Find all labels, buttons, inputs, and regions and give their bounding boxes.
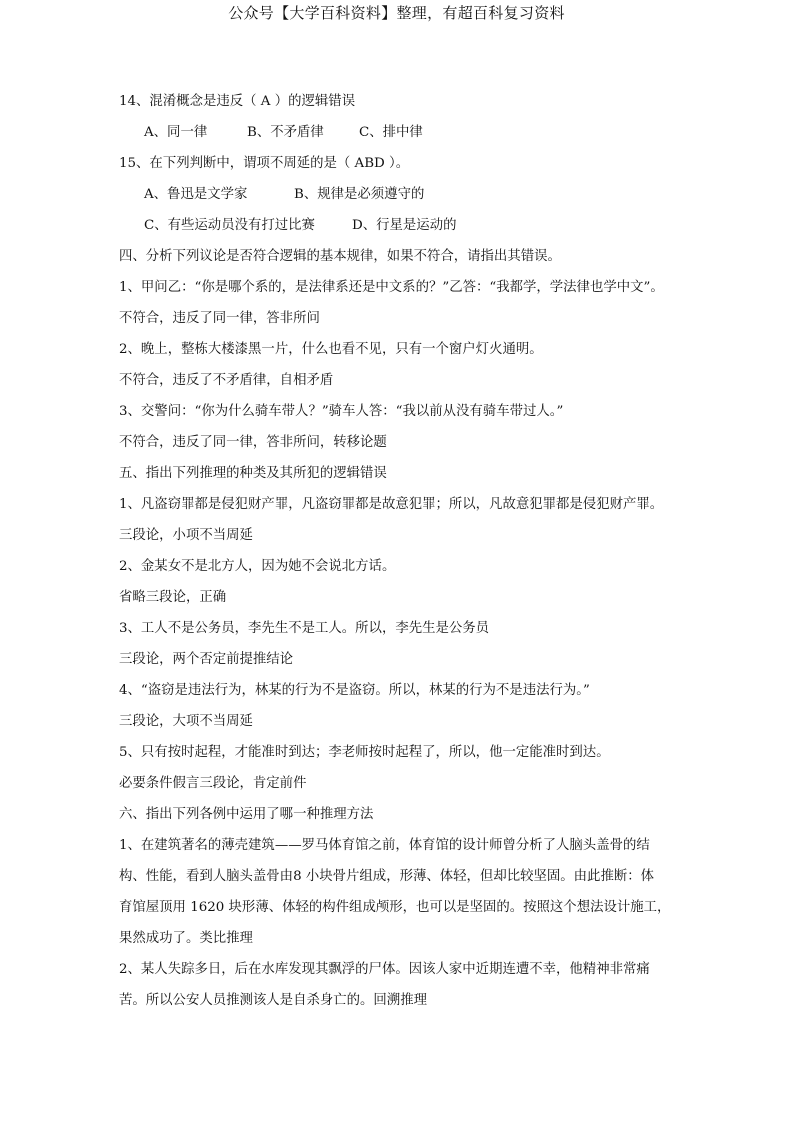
option-a: A、鲁迅是文学家 (144, 187, 248, 202)
section-4-item-2-answer: 不符合，违反了不矛盾律，自相矛盾 (119, 373, 334, 388)
section-5-item-4-answer: 三段论，大项不当周延 (119, 714, 253, 729)
page-header: 公众号【大学百科资料】整理，有超百科复习资料 (228, 4, 565, 22)
section-5-item-2-question: 2、金某女不是北方人，因为她不会说北方话。 (119, 559, 396, 574)
section-4-item-3-question: 3、交警问：“你为什么骑车带人？”骑车人答：“我以前从没有骑车带过人。” (119, 404, 564, 419)
option-c: C、有些运动员没有打过比赛 (144, 218, 315, 233)
option-c: C、排中律 (359, 125, 423, 140)
section-6-item-2 (119, 954, 684, 1016)
section-5-item-3-question: 3、工人不是公务员，李先生不是工人。所以，李先生是公务员 (119, 621, 490, 636)
section-4-item-3-answer: 不符合，违反了同一律，答非所问，转移论题 (119, 435, 387, 450)
paragraph-line: 育馆屋顶用 1620 块形薄、体轻的构件组成颅形，也可以是坚固的。按照这个想法设计施工， (119, 900, 671, 915)
section-6-title: 六、指出下列各例中运用了哪一种推理方法 (119, 807, 374, 822)
section-5-title: 五、指出下列推理的种类及其所犯的逻辑错误 (119, 466, 387, 481)
option-a: A、同一律 (144, 125, 208, 140)
section-4-item-1-question: 1、甲问乙：“你是哪个系的，是法律系还是中文系的？”乙答：“我都学，学法律也学中文”。 (119, 280, 664, 295)
section-6-item-1 (119, 830, 684, 954)
option-d: D、行星是运动的 (352, 218, 457, 233)
section-4-item-2-question: 2、晚上，整栋大楼漆黑一片，什么也看不见，只有一个窗户灯火通明。 (119, 342, 543, 357)
question-14-options (119, 117, 684, 148)
section-5-item-3-answer: 三段论，两个否定前提推结论 (119, 652, 294, 667)
paragraph-line: 2、某人失踪多日，后在水库发现其飘浮的尸体。因该人家中近期连遭不幸，他精神非常痛 (119, 962, 650, 977)
paragraph-line: 1、在建筑著名的薄壳建筑——罗马体育馆之前，体育馆的设计师曾分析了人脑头盖骨的结 (119, 838, 650, 853)
option-b: B、不矛盾律 (247, 125, 324, 140)
paragraph-line: 果然成功了。类比推理 (119, 931, 253, 946)
section-5-item-4-question: 4、“盗窃是违法行为，林某的行为不是盗窃。所以，林某的行为不是违法行为。” (119, 683, 590, 698)
paragraph-line: 苦。所以公安人员推测该人是自杀身亡的。回溯推理 (119, 993, 427, 1008)
section-5-item-5-question: 5、只有按时起程，才能准时到达；李老师按时起程了，所以，他一定能准时到达。 (119, 745, 610, 760)
question-15: 15、在下列判断中，谓项不周延的是（ ABD ）。 (119, 156, 410, 171)
option-b: B、规律是必须遵守的 (294, 187, 425, 202)
section-5-item-1-answer: 三段论，小项不当周延 (119, 528, 253, 543)
section-5-item-2-answer: 省略三段论，正确 (119, 590, 227, 605)
section-5-item-1-question: 1、凡盗窃罪都是侵犯财产罪，凡盗窃罪都是故意犯罪；所以，凡故意犯罪都是侵犯财产罪。 (119, 497, 664, 512)
section-4-title: 四、分析下列议论是否符合逻辑的基本规律，如果不符合，请指出其错误。 (119, 249, 561, 264)
document-body (119, 86, 684, 1016)
question-15-options-row2 (119, 210, 684, 241)
section-4-item-1-answer: 不符合，违反了同一律，答非所问 (119, 311, 320, 326)
question-14: 14、混淆概念是违反（ A ）的逻辑错误 (119, 94, 356, 109)
paragraph-line: 构、性能，看到人脑头盖骨由8 小块骨片组成，形薄、体轻，但却比较坚固。由此推断：体 (119, 869, 655, 884)
section-5-item-5-answer: 必要条件假言三段论，肯定前件 (119, 776, 307, 791)
question-15-options-row1 (119, 179, 684, 210)
